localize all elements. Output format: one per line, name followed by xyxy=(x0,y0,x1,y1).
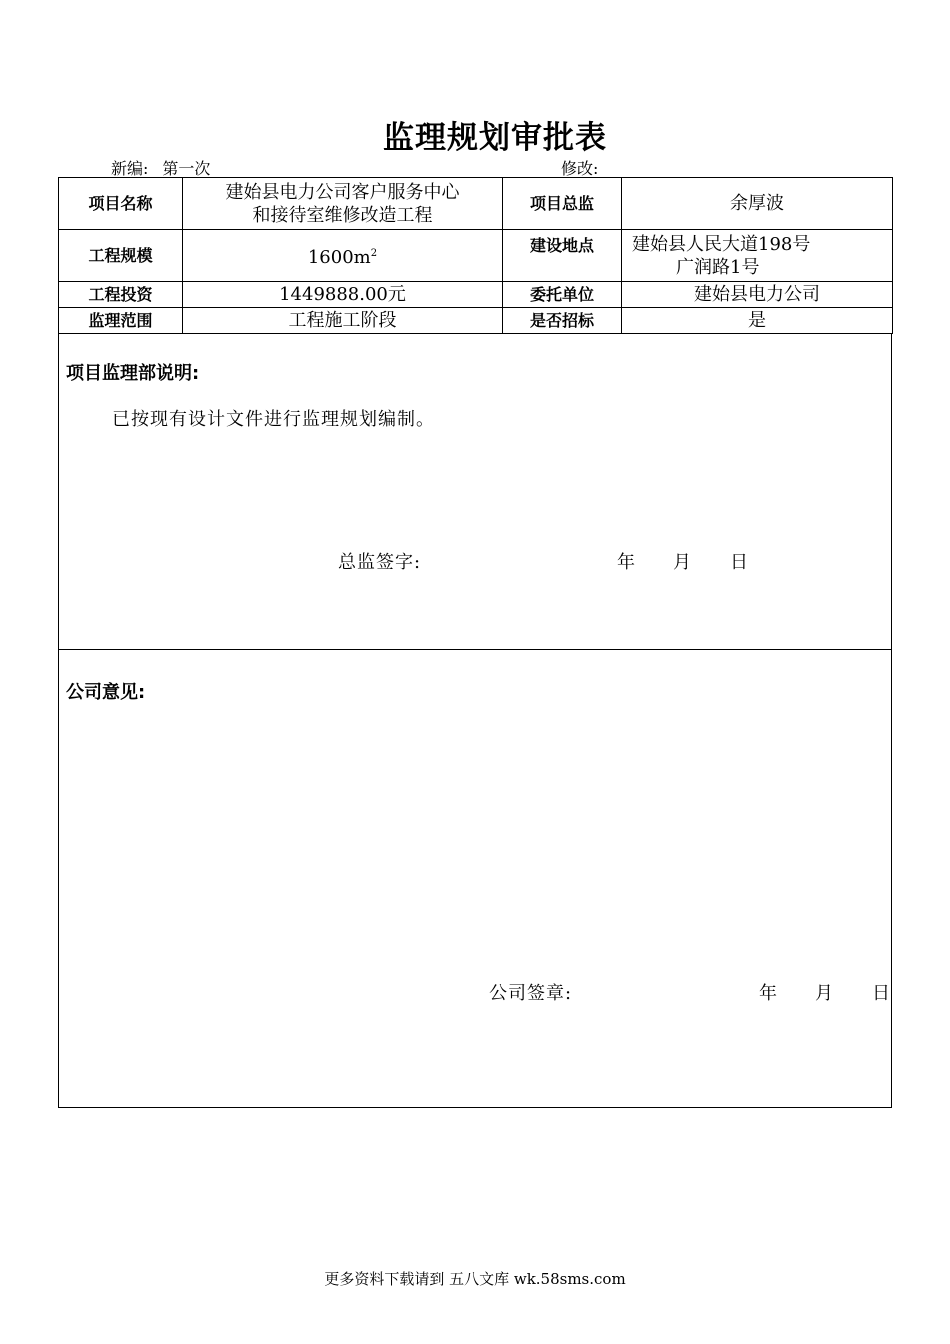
project-scale-value xyxy=(183,230,503,282)
client-label: 委托单位 xyxy=(503,282,622,308)
dept-date-month: 月 xyxy=(673,552,691,573)
site-line1: 建始县人民大道198号 xyxy=(632,233,811,255)
supervision-dept-heading: 项目监理部说明: xyxy=(66,363,200,384)
project-name-value xyxy=(183,178,503,230)
scale-number: 1600m xyxy=(307,247,371,268)
modification-label: 修改: xyxy=(561,159,599,178)
chief-supervisor-value: 余厚波 xyxy=(622,178,893,230)
new-edition-label: 新编: xyxy=(111,159,149,178)
scope-label: 监理范围 xyxy=(59,308,183,334)
scale-superscript: 2 xyxy=(370,248,378,259)
client-value: 建始县电力公司 xyxy=(622,282,893,308)
company-opinion-section xyxy=(58,650,892,1108)
page-title: 监理规划审批表 xyxy=(383,120,607,156)
new-edition-value: 第一次 xyxy=(162,159,211,178)
dept-date-day: 日 xyxy=(730,552,748,573)
project-info-table xyxy=(58,177,893,334)
chief-signature-label: 总监签字: xyxy=(338,552,422,573)
new-edition xyxy=(111,156,224,179)
tender-value: 是 xyxy=(622,308,893,334)
footer-link-text: 更多资料下载请到 五八文库 wk.58sms.com xyxy=(324,1270,626,1288)
company-date-day: 日 xyxy=(872,983,890,1004)
company-seal-label: 公司签章: xyxy=(489,983,573,1004)
project-name-line1: 建始县电力公司客户服务中心 xyxy=(225,181,460,203)
modification xyxy=(561,156,612,179)
supervision-dept-body: 已按现有设计文件进行监理规划编制。 xyxy=(112,409,435,430)
dept-date-year: 年 xyxy=(617,552,635,573)
company-date-month: 月 xyxy=(815,983,833,1004)
investment-value: 1449888.00元 xyxy=(183,282,503,308)
project-name-label: 项目名称 xyxy=(59,178,183,230)
site-value xyxy=(622,230,893,282)
investment-label: 工程投资 xyxy=(59,282,183,308)
site-line2: 广润路1号 xyxy=(676,256,760,278)
chief-supervisor-label: 项目总监 xyxy=(503,178,622,230)
project-name-line2: 和接待室维修改造工程 xyxy=(252,204,433,226)
supervision-dept-section xyxy=(58,333,892,650)
scope-value: 工程施工阶段 xyxy=(183,308,503,334)
tender-label: 是否招标 xyxy=(503,308,622,334)
site-label: 建设地点 xyxy=(503,230,622,282)
company-opinion-heading: 公司意见: xyxy=(66,682,146,703)
company-date-year: 年 xyxy=(759,983,777,1004)
project-scale-label: 工程规模 xyxy=(59,230,183,282)
